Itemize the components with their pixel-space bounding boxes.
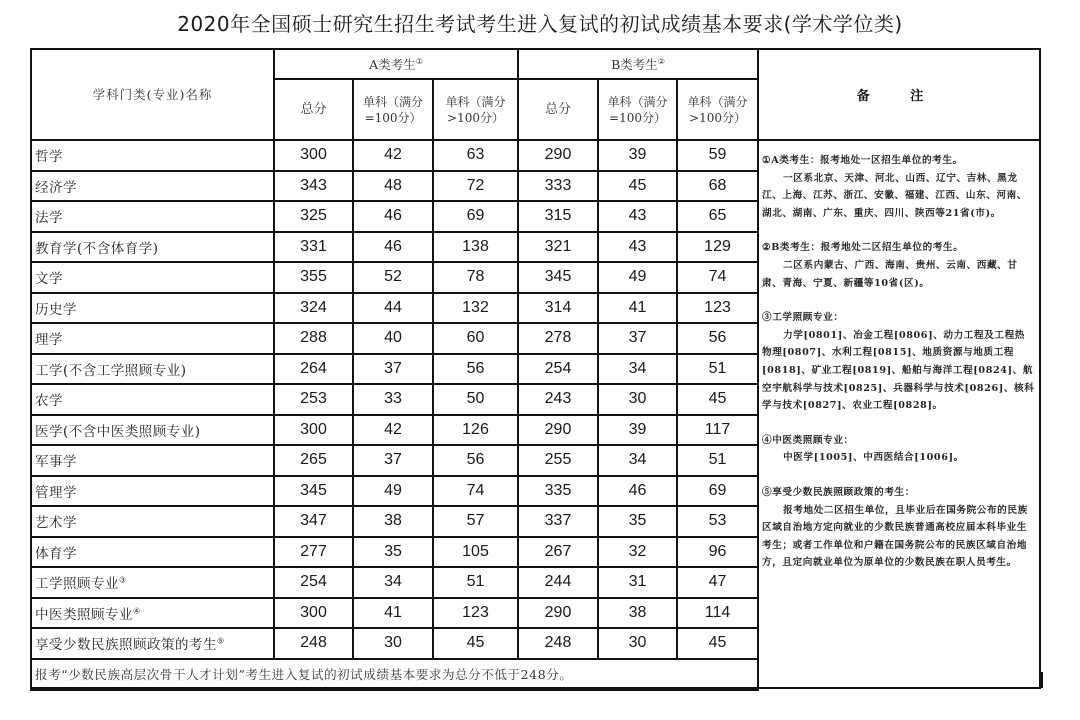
score-cell-b-s100: 43 (598, 232, 677, 263)
page-title: 2020年全国硕士研究生招生考试考生进入复试的初试成绩基本要求(学术学位类) (177, 12, 903, 36)
score-cell-a-s100: 38 (353, 506, 433, 537)
score-cell-a-total: 345 (274, 476, 353, 507)
remark-note (762, 239, 1035, 292)
score-cell-b-total: 290 (518, 598, 598, 629)
score-cell-b-s100: 31 (598, 567, 677, 598)
subject-name-cell: 体育学 (31, 537, 274, 568)
header-a-single-gt100: 单科（满分>100分） (433, 79, 518, 140)
score-cell-b-sgt100: 59 (677, 140, 758, 171)
score-cell-a-sgt100: 123 (433, 598, 518, 629)
remark-note (762, 309, 1035, 415)
score-cell-a-total: 331 (274, 232, 353, 263)
score-cell-b-sgt100: 45 (677, 384, 758, 415)
score-cell-a-s100: 37 (353, 354, 433, 385)
score-cell-a-total: 288 (274, 323, 353, 354)
header-b-single-eq100: 单科（满分=100分） (598, 79, 677, 140)
remark-note (762, 152, 1035, 222)
subject-name-cell: 理学 (31, 323, 274, 354)
score-cell-a-total: 300 (274, 598, 353, 629)
header-a-total: 总分 (274, 79, 353, 140)
score-cell-b-s100: 30 (598, 384, 677, 415)
header-b-total: 总分 (518, 79, 598, 140)
remarks-header: 备 注 (759, 50, 1039, 141)
score-cell-b-total: 314 (518, 293, 598, 324)
score-cell-b-sgt100: 69 (677, 476, 758, 507)
subject-name-cell: 中医类照顾专业④ (31, 598, 274, 629)
score-cell-a-sgt100: 51 (433, 567, 518, 598)
score-cell-b-sgt100: 117 (677, 415, 758, 446)
score-cell-b-sgt100: 51 (677, 354, 758, 385)
score-cell-b-s100: 30 (598, 628, 677, 659)
score-cell-a-total: 347 (274, 506, 353, 537)
score-cell-b-s100: 41 (598, 293, 677, 324)
score-cell-a-total: 253 (274, 384, 353, 415)
remark-heading: ④中医类照顾专业： (762, 434, 854, 446)
remark-text: 一区系北京、天津、河北、山西、辽宁、吉林、黑龙江、上海、江苏、浙江、安徽、福建、江西、山东、河南、湖北、湖南、广东、重庆、四川、陕西等21省(市)。 (762, 172, 1028, 219)
score-cell-a-total: 300 (274, 140, 353, 171)
subject-name-cell: 军事学 (31, 445, 274, 476)
remarks-column (757, 48, 1041, 689)
score-cell-b-total: 267 (518, 537, 598, 568)
subject-name-cell: 管理学 (31, 476, 274, 507)
score-cell-b-sgt100: 96 (677, 537, 758, 568)
score-cell-a-sgt100: 74 (433, 476, 518, 507)
subject-name-cell: 文学 (31, 262, 274, 293)
score-cell-a-s100: 49 (353, 476, 433, 507)
score-cell-a-sgt100: 138 (433, 232, 518, 263)
subject-name-cell: 法学 (31, 201, 274, 232)
header-group-b: B类考生② (518, 49, 758, 79)
score-cell-b-total: 248 (518, 628, 598, 659)
score-cell-b-sgt100: 65 (677, 201, 758, 232)
remark-text: 中医学[1005]、中西医结合[1006]。 (783, 452, 964, 464)
score-cell-a-sgt100: 72 (433, 171, 518, 202)
score-cell-b-total: 345 (518, 262, 598, 293)
score-cell-a-total: 265 (274, 445, 353, 476)
score-cell-a-s100: 48 (353, 171, 433, 202)
score-cell-a-s100: 41 (353, 598, 433, 629)
score-cell-b-s100: 39 (598, 415, 677, 446)
subject-name-cell: 历史学 (31, 293, 274, 324)
score-cell-b-sgt100: 47 (677, 567, 758, 598)
score-cell-a-total: 300 (274, 415, 353, 446)
score-cell-b-total: 255 (518, 445, 598, 476)
subject-name-cell: 经济学 (31, 171, 274, 202)
score-cell-a-sgt100: 50 (433, 384, 518, 415)
score-cell-a-s100: 44 (353, 293, 433, 324)
remark-note (762, 432, 1035, 467)
score-cell-a-s100: 46 (353, 201, 433, 232)
score-cell-a-s100: 30 (353, 628, 433, 659)
remark-heading: ①A类考生：报考地处一区招生单位的考生。 (762, 155, 963, 166)
subject-name-cell: 医学(不含中医类照顾专业) (31, 415, 274, 446)
subject-name-cell: 享受少数民族照顾政策的考生⑤ (31, 628, 274, 659)
header-group-a: A类考生① (274, 49, 518, 79)
remarks-body (759, 141, 1039, 572)
score-cell-a-s100: 40 (353, 323, 433, 354)
remark-heading: ③工学照顾专业： (762, 312, 844, 324)
header-subject-name: 学科门类(专业)名称 (31, 49, 274, 140)
score-cell-b-total: 337 (518, 506, 598, 537)
score-cell-a-total: 325 (274, 201, 353, 232)
edge-mark (1041, 672, 1045, 688)
score-cell-b-sgt100: 51 (677, 445, 758, 476)
score-cell-b-sgt100: 45 (677, 628, 758, 659)
score-cell-b-s100: 39 (598, 140, 677, 171)
score-cell-a-s100: 46 (353, 232, 433, 263)
score-cell-b-s100: 34 (598, 445, 677, 476)
score-cell-b-s100: 37 (598, 323, 677, 354)
score-cell-b-total: 254 (518, 354, 598, 385)
score-cell-b-s100: 45 (598, 171, 677, 202)
score-cell-a-sgt100: 126 (433, 415, 518, 446)
remark-note (762, 484, 1035, 572)
score-cell-b-total: 243 (518, 384, 598, 415)
score-cell-b-s100: 35 (598, 506, 677, 537)
subject-name-cell: 工学(不含工学照顾专业) (31, 354, 274, 385)
remark-heading: ⑤享受少数民族照顾政策的考生： (762, 486, 915, 498)
score-cell-b-sgt100: 56 (677, 323, 758, 354)
score-cell-a-sgt100: 56 (433, 445, 518, 476)
score-cell-b-s100: 34 (598, 354, 677, 385)
score-cell-b-s100: 49 (598, 262, 677, 293)
score-cell-a-sgt100: 63 (433, 140, 518, 171)
score-cell-b-total: 333 (518, 171, 598, 202)
score-cell-b-total: 290 (518, 415, 598, 446)
remark-text: 力学[0801]、冶金工程[0806]、动力工程及工程热物理[0807]、水利工程[0815]、地质资源与地质工程[0818]、矿业工程[0819]、船舶与海洋工程[0824]、航空宇航科学与技术[0825]、兵器科学与技术[0826]、核科学与技术[0827]、农业工程[0828]。 (762, 329, 1035, 412)
subject-name-cell: 艺术学 (31, 506, 274, 537)
score-cell-b-s100: 32 (598, 537, 677, 568)
header-b-single-gt100: 单科（满分>100分） (677, 79, 758, 140)
score-cell-a-total: 264 (274, 354, 353, 385)
subject-name-cell: 教育学(不含体育学) (31, 232, 274, 263)
score-cell-a-s100: 42 (353, 140, 433, 171)
score-cell-b-s100: 38 (598, 598, 677, 629)
score-cell-a-total: 355 (274, 262, 353, 293)
score-cell-b-sgt100: 53 (677, 506, 758, 537)
score-cell-a-s100: 52 (353, 262, 433, 293)
score-cell-b-total: 315 (518, 201, 598, 232)
score-cell-a-total: 248 (274, 628, 353, 659)
score-cell-a-total: 254 (274, 567, 353, 598)
score-cell-a-s100: 34 (353, 567, 433, 598)
score-cell-a-s100: 37 (353, 445, 433, 476)
score-cell-a-total: 277 (274, 537, 353, 568)
subject-name-cell: 工学照顾专业③ (31, 567, 274, 598)
subject-name-cell: 哲学 (31, 140, 274, 171)
score-cell-b-total: 321 (518, 232, 598, 263)
score-cell-a-sgt100: 60 (433, 323, 518, 354)
remark-text: 二区系内蒙古、广西、海南、贵州、云南、西藏、甘肃、青海、宁夏、新疆等10省(区)。 (762, 259, 1018, 289)
score-cell-b-sgt100: 123 (677, 293, 758, 324)
score-cell-b-total: 278 (518, 323, 598, 354)
score-cell-b-s100: 46 (598, 476, 677, 507)
score-cell-a-sgt100: 78 (433, 262, 518, 293)
score-cell-a-s100: 35 (353, 537, 433, 568)
score-cell-a-sgt100: 57 (433, 506, 518, 537)
score-cell-b-sgt100: 114 (677, 598, 758, 629)
score-cell-b-total: 290 (518, 140, 598, 171)
score-cell-b-sgt100: 74 (677, 262, 758, 293)
score-cell-a-s100: 33 (353, 384, 433, 415)
header-a-single-eq100: 单科（满分=100分） (353, 79, 433, 140)
score-cell-a-total: 324 (274, 293, 353, 324)
score-cell-a-sgt100: 45 (433, 628, 518, 659)
score-cell-b-sgt100: 129 (677, 232, 758, 263)
score-cell-a-s100: 42 (353, 415, 433, 446)
score-cell-a-total: 343 (274, 171, 353, 202)
remark-text: 报考地处二区招生单位，且毕业后在国务院公布的民族区域自治地方定向就业的少数民族普通高校应届本科毕业生考生；或者工作单位和户籍在国务院公布的民族区域自治地方，且定向就业单位为原单位的少数民族在职人员考生。 (762, 504, 1028, 569)
remark-heading: ②B类考生：报考地处二区招生单位的考生。 (762, 242, 964, 254)
footnote-row: 报考“少数民族高层次骨干人才计划”考生进入复试的初试成绩基本要求为总分不低于248分。 (31, 659, 758, 690)
score-cell-a-sgt100: 69 (433, 201, 518, 232)
subject-name-cell: 农学 (31, 384, 274, 415)
score-cell-a-sgt100: 105 (433, 537, 518, 568)
score-cell-b-sgt100: 68 (677, 171, 758, 202)
score-cell-b-total: 335 (518, 476, 598, 507)
score-cell-a-sgt100: 56 (433, 354, 518, 385)
score-cell-b-s100: 43 (598, 201, 677, 232)
score-cell-a-sgt100: 132 (433, 293, 518, 324)
score-cell-b-total: 244 (518, 567, 598, 598)
